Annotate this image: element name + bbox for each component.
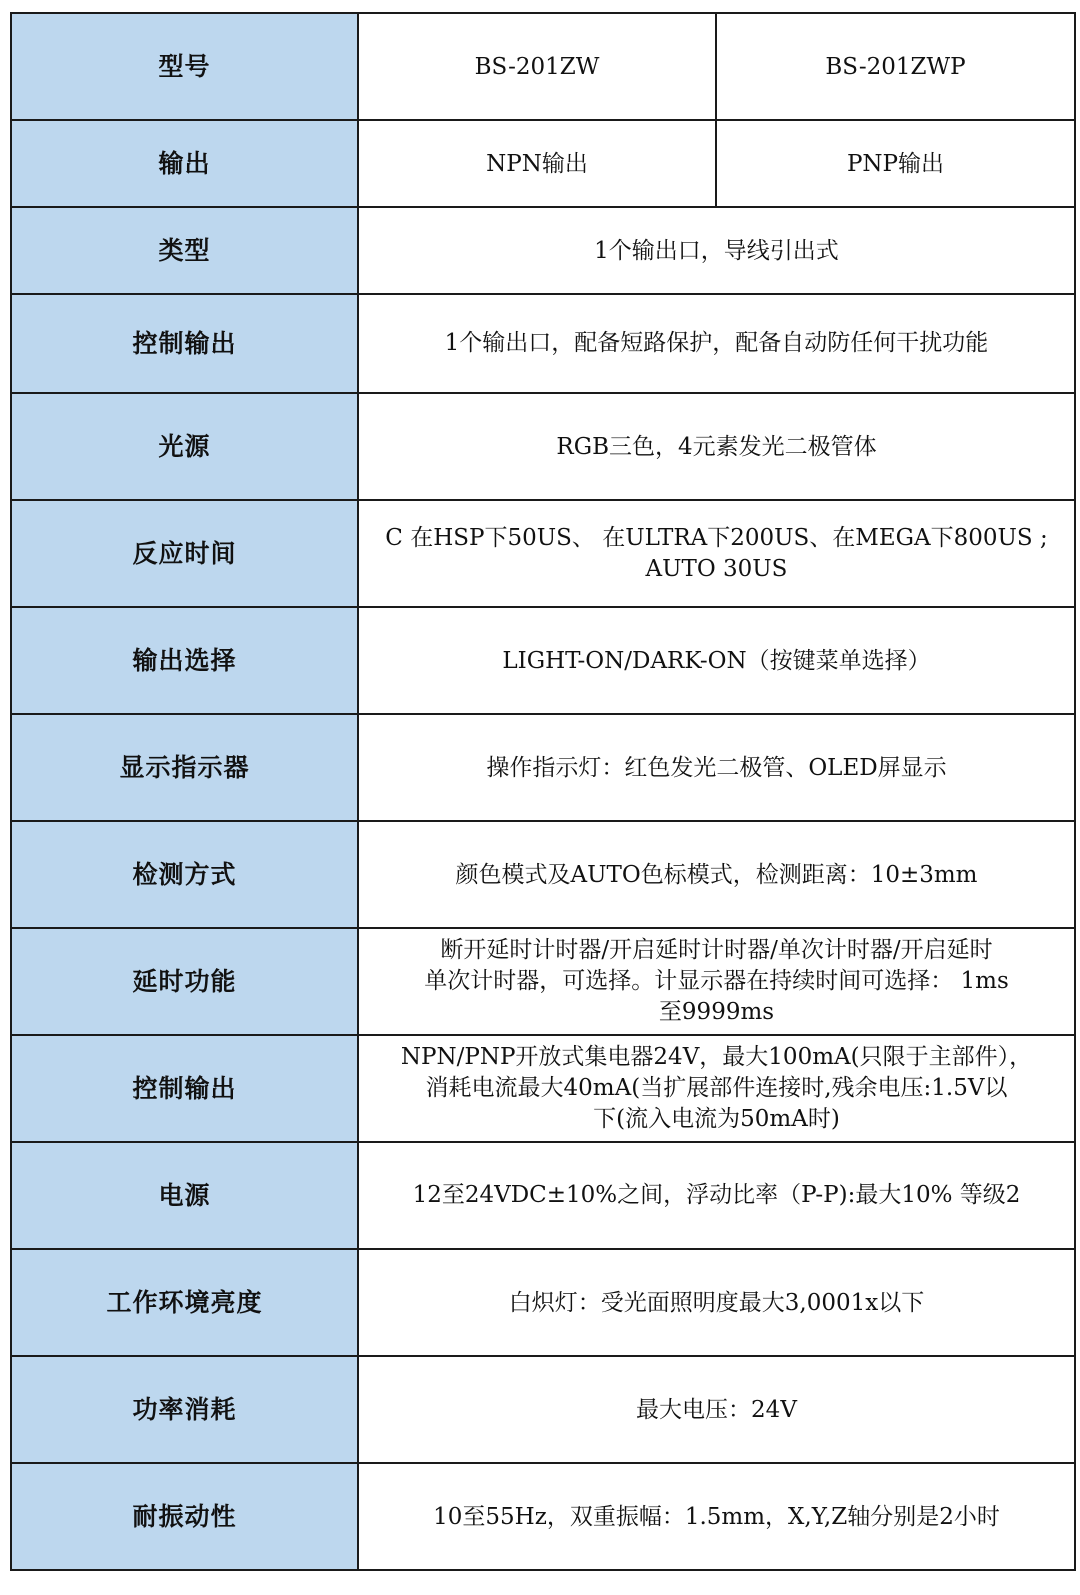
table-row bbox=[11, 607, 1075, 714]
row-value: LIGHT-ON/DARK-ON（按键菜单选择） bbox=[358, 607, 1075, 714]
row-label: 电源 bbox=[11, 1142, 358, 1249]
table-row bbox=[11, 928, 1075, 1035]
row-label: 耐振动性 bbox=[11, 1463, 358, 1570]
spec-table bbox=[10, 12, 1076, 1571]
output-value-pnp: PNP输出 bbox=[716, 120, 1075, 207]
row-label: 检测方式 bbox=[11, 821, 358, 928]
table-row bbox=[11, 1356, 1075, 1463]
value-line: NPN/PNP开放式集电器24V，最大100mA(只限于主部件）， bbox=[400, 1044, 1033, 1070]
row-value: 最大电压：24V bbox=[358, 1356, 1075, 1463]
row-value: 1个输出口，配备短路保护，配备自动防任何干扰功能 bbox=[358, 294, 1075, 393]
table-row bbox=[11, 1249, 1075, 1356]
row-value: 10至55Hz，双重振幅：1.5mm，X,Y,Z轴分别是2小时 bbox=[358, 1463, 1075, 1570]
row-value: 颜色模式及AUTO色标模式，检测距离：10±3mm bbox=[358, 821, 1075, 928]
model-value-zwp: BS-201ZWP bbox=[716, 13, 1075, 120]
row-value: 白炽灯：受光面照明度最大3,0001x以下 bbox=[358, 1249, 1075, 1356]
row-label: 功率消耗 bbox=[11, 1356, 358, 1463]
row-label: 控制输出 bbox=[11, 294, 358, 393]
row-value bbox=[358, 928, 1075, 1035]
row-label: 型号 bbox=[11, 13, 358, 120]
row-value bbox=[358, 1035, 1075, 1142]
row-value bbox=[358, 500, 1075, 607]
row-value: RGB三色，4元素发光二极管体 bbox=[358, 393, 1075, 500]
table-row bbox=[11, 500, 1075, 607]
output-value-npn: NPN输出 bbox=[358, 120, 716, 207]
row-value: 12至24VDC±10%之间，浮动比率（P-P):最大10% 等级2 bbox=[358, 1142, 1075, 1249]
value-line: 消耗电流最大40mA(当扩展部件连接时,残余电压:1.5V以 bbox=[425, 1075, 1008, 1101]
row-label: 输出选择 bbox=[11, 607, 358, 714]
value-line: 至9999ms bbox=[658, 999, 775, 1025]
table-row bbox=[11, 821, 1075, 928]
row-value: 操作指示灯：红色发光二极管、OLED屏显示 bbox=[358, 714, 1075, 821]
table-row bbox=[11, 714, 1075, 821]
row-label: 类型 bbox=[11, 207, 358, 294]
table-row bbox=[11, 13, 1075, 120]
table-row bbox=[11, 393, 1075, 500]
table-row bbox=[11, 1035, 1075, 1142]
row-label: 延时功能 bbox=[11, 928, 358, 1035]
value-line: AUTO 30US bbox=[645, 555, 788, 582]
row-value: 1个输出口，导线引出式 bbox=[358, 207, 1075, 294]
model-value-zw: BS-201ZW bbox=[358, 13, 716, 120]
row-label: 控制输出 bbox=[11, 1035, 358, 1142]
value-line: 下(流入电流为50mA时) bbox=[593, 1106, 840, 1132]
table-row bbox=[11, 120, 1075, 207]
row-label: 工作环境亮度 bbox=[11, 1249, 358, 1356]
table-row bbox=[11, 294, 1075, 393]
table-row bbox=[11, 1463, 1075, 1570]
value-line: 断开延时计时器/开启延时计时器/单次计时器/开启延时 bbox=[440, 937, 993, 963]
table-row bbox=[11, 1142, 1075, 1249]
value-line: C 在HSP下50US、 在ULTRA下200US、在MEGA下800US ; bbox=[385, 524, 1048, 551]
value-line: 单次计时器，可选择。计显示器在持续时间可选择： 1ms bbox=[424, 968, 1009, 994]
row-label: 反应时间 bbox=[11, 500, 358, 607]
table-row bbox=[11, 207, 1075, 294]
row-label: 光源 bbox=[11, 393, 358, 500]
row-label: 输出 bbox=[11, 120, 358, 207]
row-label: 显示指示器 bbox=[11, 714, 358, 821]
